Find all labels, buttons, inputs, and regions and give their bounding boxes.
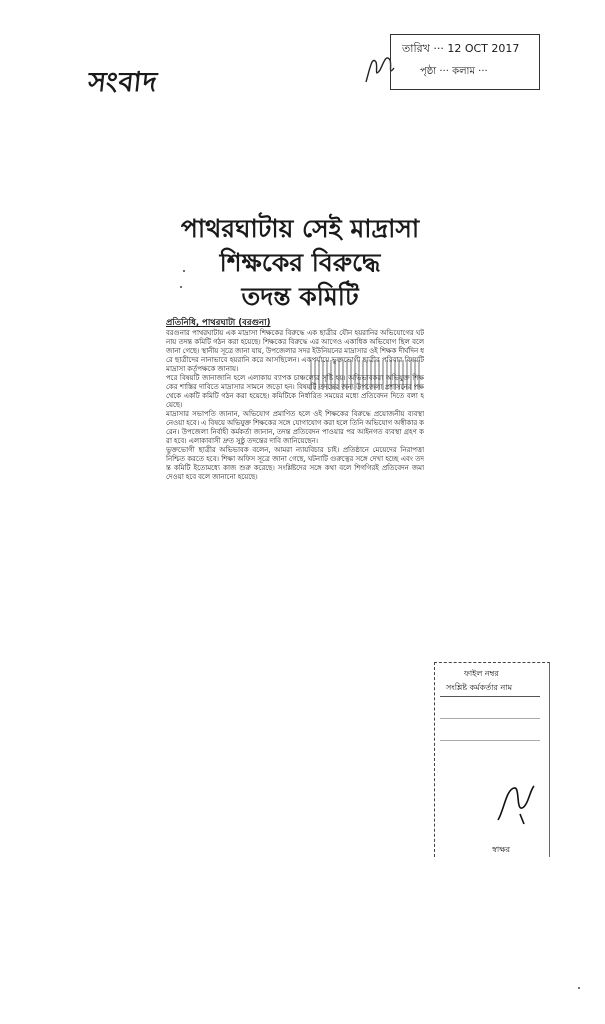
scan-speck [578,987,580,989]
slip-file-label: ফাইল নম্বর [464,669,499,678]
scan-speck [180,286,182,288]
stamp-page-column-line: পৃষ্ঠা ··· কলাম ··· [420,66,488,77]
headline-line-3: তদন্ত কমিটি [241,282,359,311]
article-headline [150,212,450,314]
stamp-date-line: তারিখ ··· 12 OCT 2017 [402,42,520,55]
article-paragraph: বরগুনার পাথরঘাটায় এক মাদ্রাসা শিক্ষকের বিরুদ্ধে এক ছাত্রীর যৌন হয়রানির অভিযোগের ঘটনায় তদন্ত কমিটি গঠন করা হয়েছে। শিক্ষকের বিরুদ্ধে এর আগেও একাধিক অভিযোগ ছিল বলে জানা গেছে। স্থানীয় সূত্রে জানা যায়, উপজেলার সদর ইউনিয়নের মাদ্রাসার ওই শিক্ষক দীর্ঘদিন ধরে ছাত্রীদের নানাভাবে হয়রানি করে আসছিলেন। একপর্যায়ে ভুক্তভোগী ছাত্রীর পরিবার বিষয়টি মাদ্রাসা কর্তৃপক্ষকে জানায়। [166,328,424,373]
headline-line-1: পাথরঘাটায় সেই মাদ্রাসা [180,214,420,243]
newspaper-masthead: সংবাদ [86,67,160,98]
article-byline: প্রতিনিধি, পাথরঘাটা (বরগুনা) [166,318,271,328]
date-stamp [390,34,540,90]
slip-rule [440,696,540,697]
article-paragraph: পরে বিষয়টি জানাজানি হলে এলাকায় ব্যাপক চাঞ্চল্যের সৃষ্টি হয়। অভিভাবকরা অভিযুক্ত শিক্ষকের শাস্তির দাবিতে মাদ্রাসার সামনে জড়ো হন। বিষয়টি তদন্তের জন্য উপজেলা প্রশাসনের পক্ষ থেকে একটি কমিটি গঠন করা হয়েছে। কমিটিকে নির্ধারিত সময়ের মধ্যে প্রতিবেদন দিতে বলা হয়েছে। [166,373,424,409]
headline-line-2: শিক্ষকের বিরুদ্ধে [219,248,381,277]
slip-signature-label: স্বাক্ষর [492,845,511,854]
article-paragraph: ভুক্তভোগী ছাত্রীর অভিভাবক বলেন, আমরা ন্যায়বিচার চাই। প্রতিষ্ঠানে মেয়েদের নিরাপত্তা নিশ্চিত করতে হবে। শিক্ষা অফিস সূত্রে জানা গেছে, ঘটনাটি গুরুত্বের সঙ্গে দেখা হচ্ছে এবং তদন্ত কমিটি ইতোমধ্যে কাজ শুরু করেছে। সংশ্লিষ্টদের সঙ্গে কথা বলে শিগগিরই প্রতিবেদন জমা দেওয়া হবে বলে জানানো হয়েছে। [166,445,424,481]
slip-rule [440,718,540,719]
handwritten-signature [490,780,540,828]
scan-speck [183,270,185,272]
scan-smudge [310,360,420,390]
slip-rule [440,740,540,741]
article-paragraph: মাদ্রাসার সভাপতি জানান, অভিযোগ প্রমাণিত হলে ওই শিক্ষকের বিরুদ্ধে প্রয়োজনীয় ব্যবস্থা নেওয়া হবে। এ বিষয়ে অভিযুক্ত শিক্ষকের সঙ্গে যোগাযোগ করা হলে তিনি অভিযোগ অস্বীকার করেন। উপজেলা নির্বাহী কর্মকর্তা জানান, তদন্ত প্রতিবেদন পাওয়ার পর আইনগত ব্যবস্থা গ্রহণ করা হবে। এলাকাবাসী দ্রুত সুষ্ঠু তদন্তের দাবি জানিয়েছেন। [166,409,424,445]
slip-officer-label: সংশ্লিষ্ট কর্মকর্তার নাম [446,683,513,692]
filing-slip [434,662,550,858]
